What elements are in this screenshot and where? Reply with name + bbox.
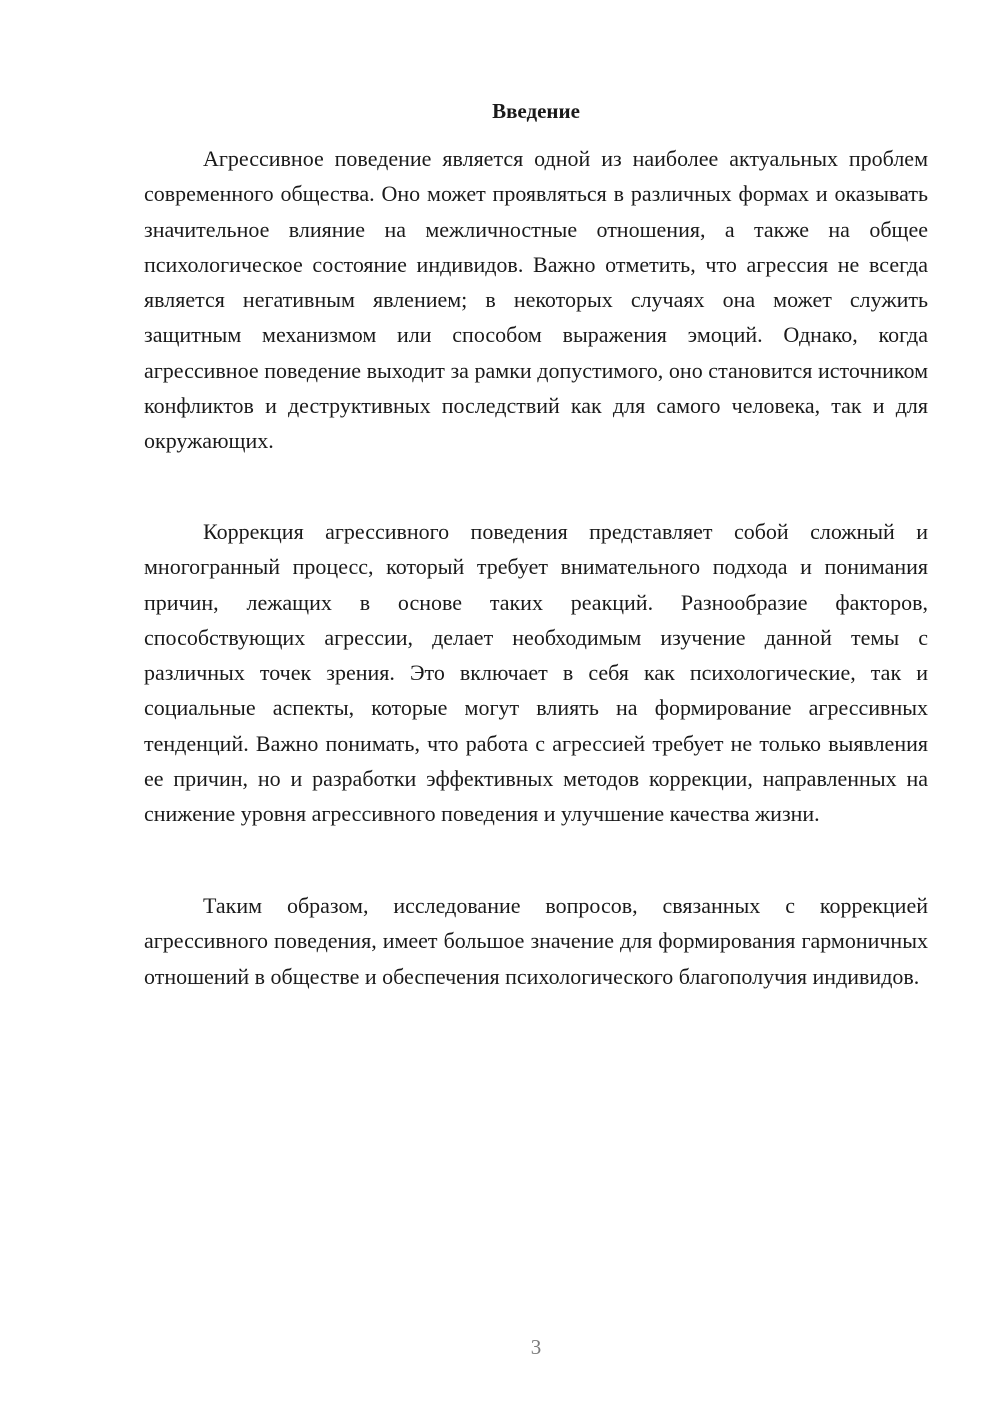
- paragraph-2: Коррекция агрессивного поведения представляет собой сложный и многогранный процесс, который требует внимательного подхода и понимания причин, лежащих в основе таких реакций. Разнообразие факторов, способствующих агрессии, делает необходимым изучение данной темы с различных точек зрения. Это включает в себя как психологические, так и социальные аспекты, которые могут влиять на формирование агрессивных тенденций. Важно понимать, что работа с агрессией требует не только выявления ее причин, но и разработки эффективных методов коррекции, направленных на снижение уровня агрессивного поведения и улучшение качества жизни.: [144, 519, 928, 827]
- section-heading: Введение: [492, 99, 580, 123]
- page-number: 3: [530, 1335, 542, 1359]
- paragraph-1: Агрессивное поведение является одной из наиболее актуальных проблем современного общества. Оно может проявляться в различных формах и оказывать значительное влияние на межличностные отношения, а также на общее психологическое состояние индивидов. Важно отметить, что агрессия не всегда является негативным явлением; в некоторых случаях она может служить защитным механизмом или способом выражения эмоций. Однако, когда агрессивное поведение выходит за рамки допустимого, оно становится источником конфликтов и деструктивных последствий как для самого человека, так и для окружающих.: [144, 146, 928, 454]
- paragraph-3: Таким образом, исследование вопросов, связанных с коррекцией агрессивного поведения, имеет большое значение для формирования гармоничных отношений в обществе и обеспечения психологического благополучия индивидов.: [144, 893, 928, 989]
